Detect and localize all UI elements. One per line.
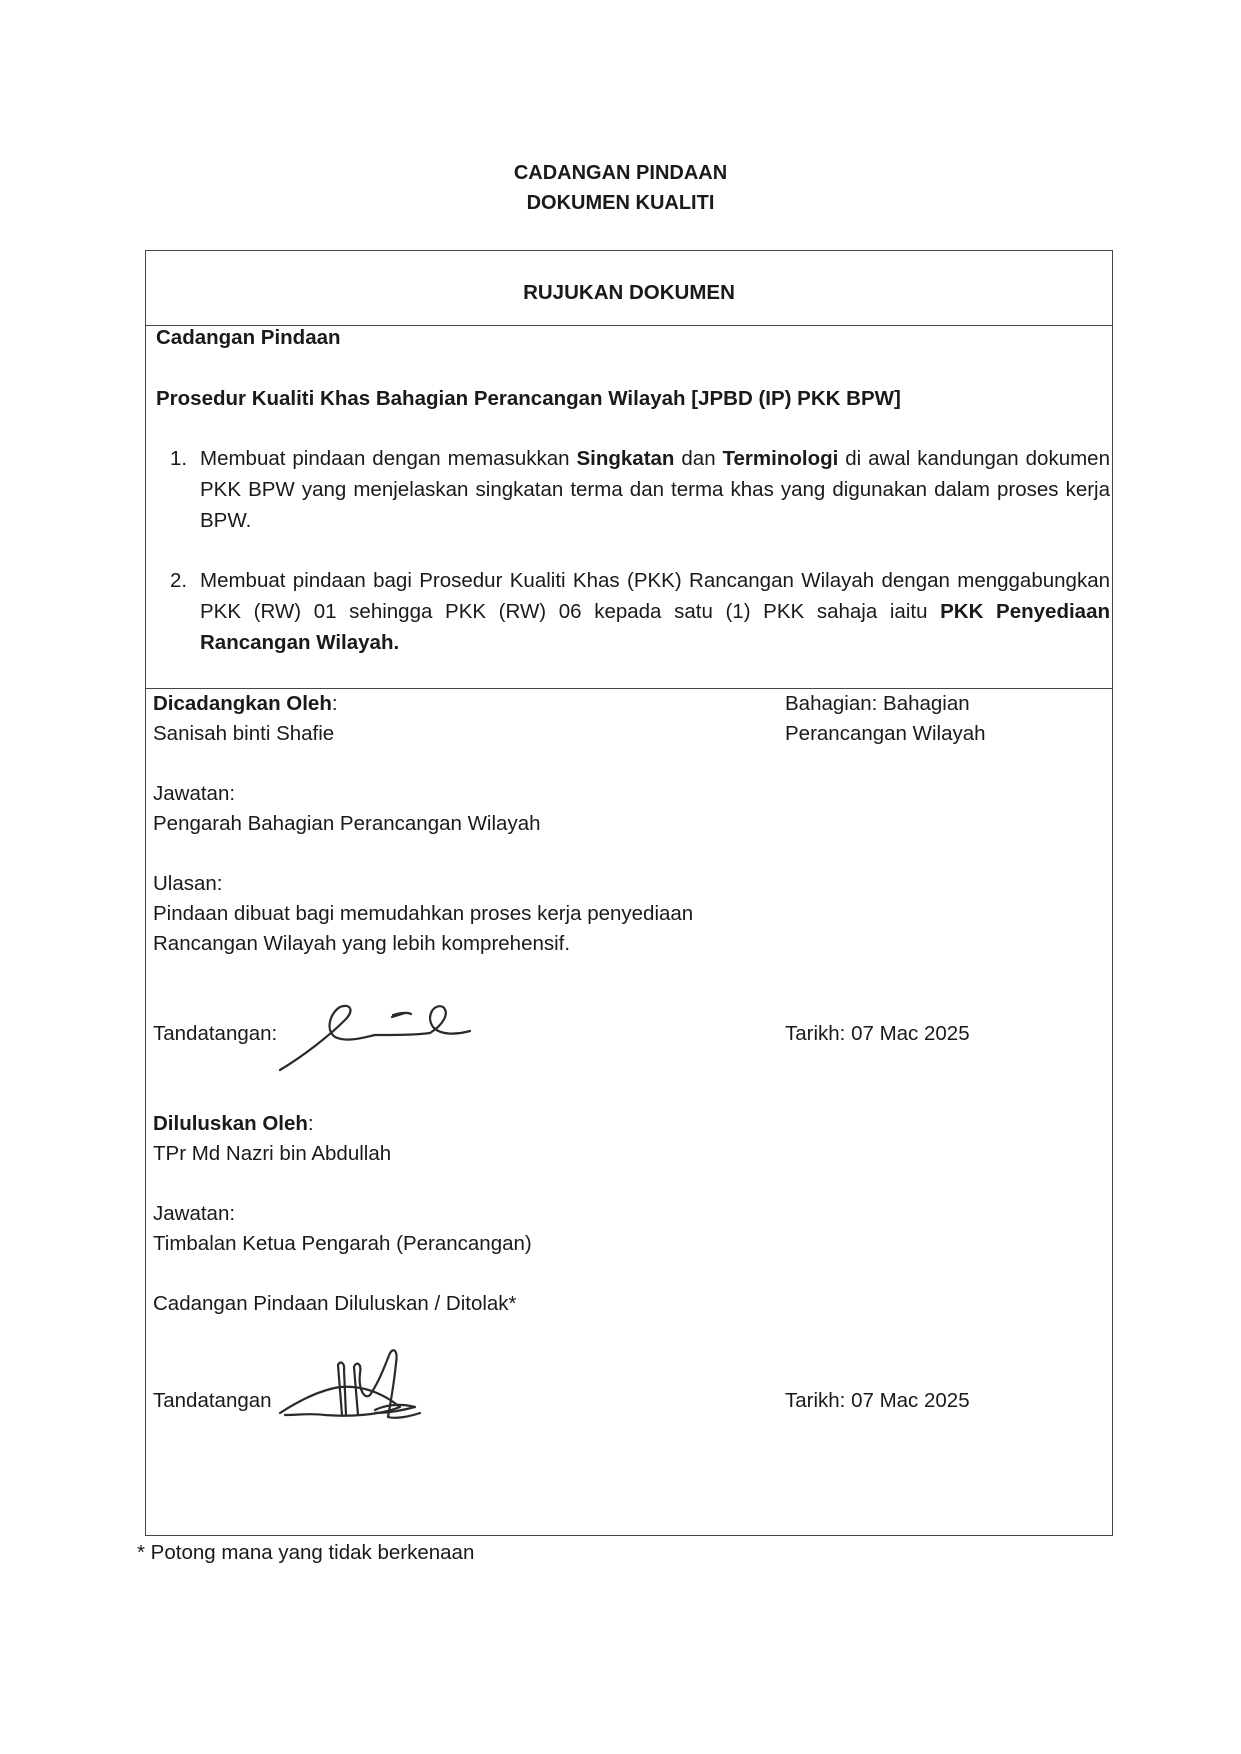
page-title-line1: CADANGAN PINDAAN [513,162,728,184]
list-text: Membuat pindaan dengan memasukkan [200,447,577,470]
footnote: * Potong mana yang tidak berkenaan [137,1541,475,1564]
approved-by-label: Diluluskan Oleh: [153,1112,314,1135]
approver-name: TPr Md Nazri bin Abdullah [153,1142,392,1165]
proposer-signature-label: Tandatangan: [153,1022,278,1045]
list-text: Membuat pindaan bagi Prosedur Kualiti Khas (PKK) Rancangan Wilayah dengan menggabungkan PKK (RW) 01 sehingga PKK (RW) 06 kepada satu (1) PKK sahaja iaitu [200,569,1110,623]
page-title-line2: DOKUMEN KUALITI [526,192,715,214]
list-number: 2. [170,569,188,592]
list-item [170,443,1110,536]
remarks-line2: Rancangan Wilayah yang lebih komprehensif. [153,932,571,955]
proposer-name: Sanisah binti Shafie [153,722,335,745]
approver-position: Timbalan Ketua Pengarah (Perancangan) [153,1232,532,1255]
list-text: dan [674,447,723,470]
reference-heading: RUJUKAN DOKUMEN [523,281,735,304]
proposed-by-label: Dicadangkan Oleh: [153,692,338,715]
document-title: Prosedur Kualiti Khas Bahagian Perancangan Wilayah [JPBD (IP) PKK BPW] [156,387,901,410]
remarks-line1: Pindaan dibuat bagi memudahkan proses kerja penyediaan [153,902,694,925]
division-line2: Perancangan Wilayah [785,722,986,745]
remarks-label: Ulasan: [153,872,223,895]
approval-decision: Cadangan Pindaan Diluluskan / Ditolak* [153,1292,517,1315]
proposer-signature-image [275,995,485,1075]
approver-signature-image [270,1345,445,1435]
list-text: di awal kandungan dokumen PKK BPW yang menjelaskan singkatan terma dan terma khas yang digunakan dalam proses kerja BPW. [200,447,1110,532]
proposer-position: Pengarah Bahagian Perancangan Wilayah [153,812,541,835]
division-line1: Bahagian: Bahagian [785,692,970,715]
list-number: 1. [170,447,188,470]
proposal-section-label: Cadangan Pindaan [156,326,341,349]
proposer-position-label: Jawatan: [153,782,236,805]
list-item [170,565,1110,658]
pkk-name: PKK Penyediaan Rancangan Wilayah. [200,600,1110,654]
proposer-date: Tarikh: 07 Mac 2025 [785,1022,970,1045]
approver-signature-label: Tandatangan [153,1389,272,1412]
term-singkatan: Singkatan [576,447,675,470]
approver-date: Tarikh: 07 Mac 2025 [785,1389,970,1412]
approver-position-label: Jawatan: [153,1202,236,1225]
term-terminologi: Terminologi [722,447,839,470]
